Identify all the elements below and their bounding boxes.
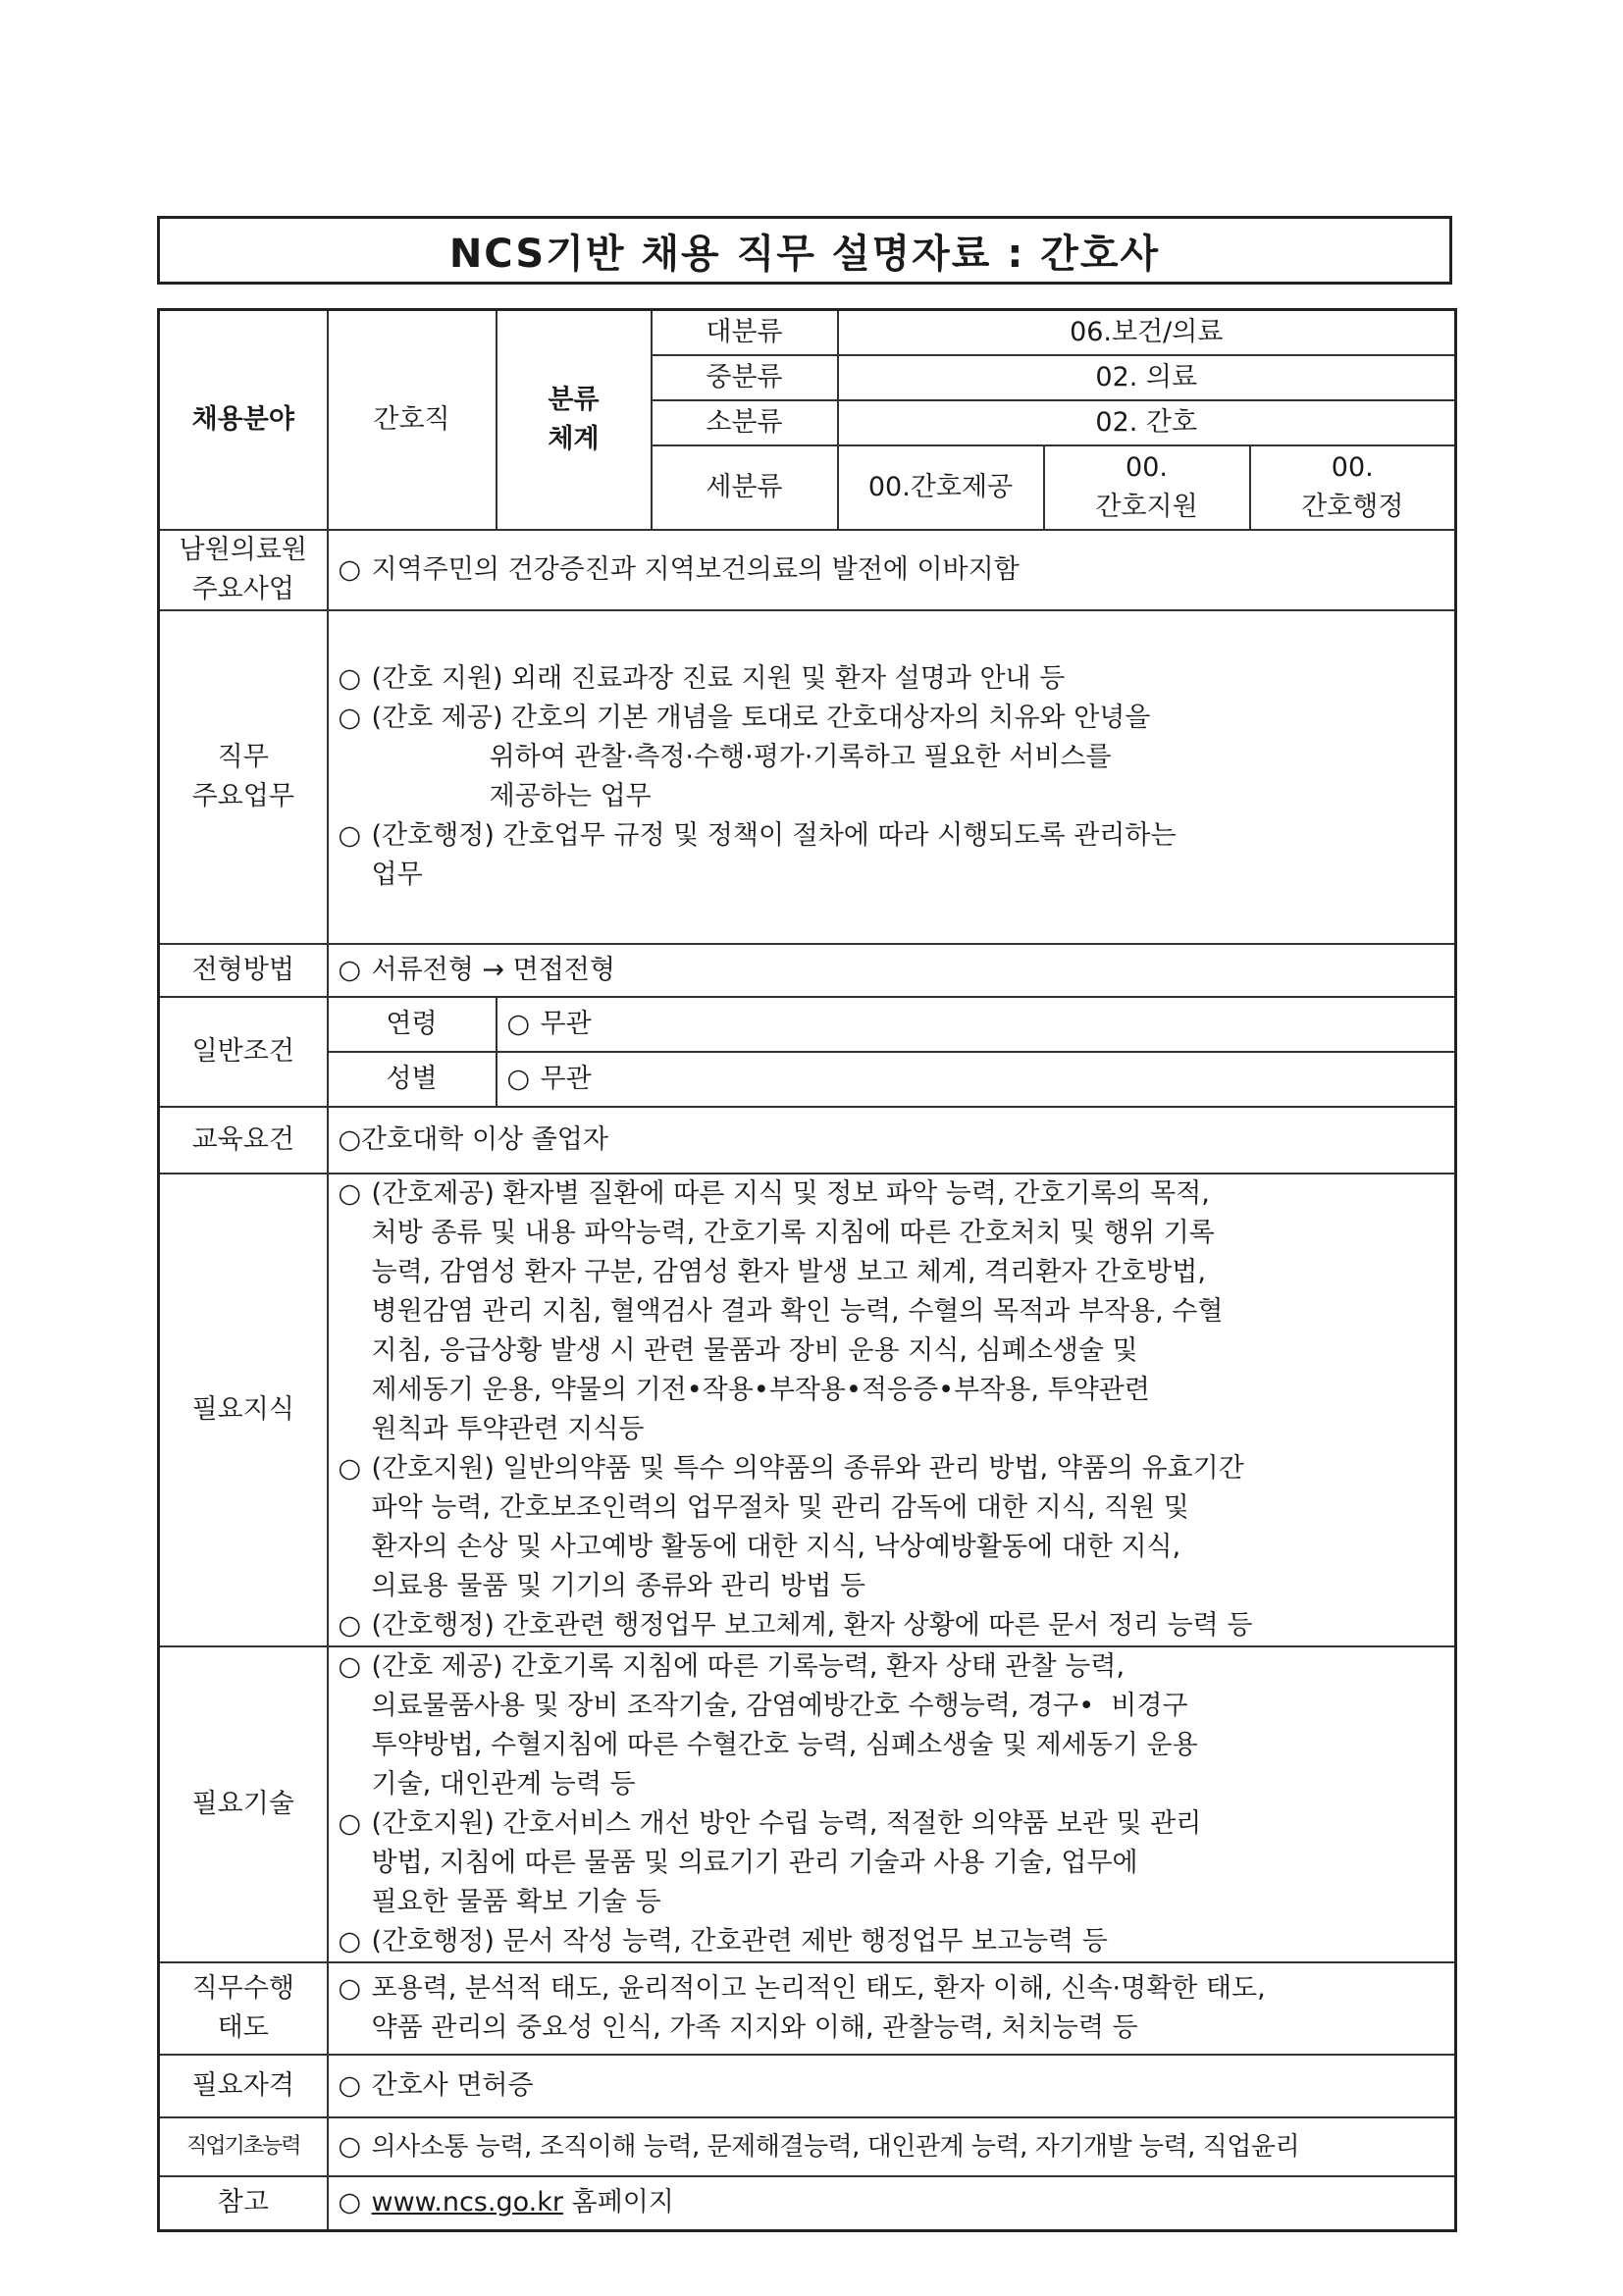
bullet-icon: ○ — [338, 1972, 362, 2004]
class-label: 소분류 — [652, 400, 838, 445]
selection-label: 전형방법 — [159, 944, 328, 997]
duty-text: (간호행정) 간호업무 규정 및 정책이 절차에 따라 시행되도록 관리하는 업무 — [371, 819, 1177, 890]
business-text: 지역주민의 건강증진과 지역보건의료의 발전에 이바지함 — [371, 553, 1020, 585]
subclass-value: 00.간호제공 — [838, 445, 1044, 530]
general-row-value: 무관 — [540, 1063, 592, 1094]
business-label: 남원의료원 주요사업 — [179, 534, 307, 604]
class-label: 대분류 — [652, 310, 838, 355]
duties-label: 직무 주요업무 — [191, 741, 294, 811]
skills-label: 필요기술 — [159, 1646, 328, 1962]
bullet-icon: ○ — [338, 819, 362, 851]
education-text: ○간호대학 이상 졸업자 — [328, 1107, 1456, 1174]
class-label: 세분류 — [652, 445, 838, 530]
general-row-label: 성별 — [328, 1052, 497, 1107]
skill-text: (간호 제공) 간호기록 지침에 따른 기록능력, 환자 상태 관찰 능력, 의료물품사용 및 장비 조작기술, 감염예방간호 수행능력, 경구• 비경구 투약방법, 수혈지침에 따른 수혈간호 능력, 심폐소생술 및 제세동기 운용 기술, 대인관계 능력 등 — [371, 1650, 1198, 1800]
education-label: 교육요건 — [159, 1107, 328, 1174]
knowledge-item — [339, 1174, 1445, 1449]
bullet-icon: ○ — [338, 2069, 362, 2101]
general-row-label: 연령 — [328, 997, 497, 1052]
general-row-item — [507, 1005, 1445, 1044]
subclass-value: 00. 간호지원 — [1095, 451, 1198, 522]
skill-text: (간호지원) 간호서비스 개선 방안 수립 능력, 적절한 의약품 보관 및 관리 방법, 지침에 따른 물품 및 의료기기 관리 기술과 사용 기술, 업무에 필요한 물품 확보 기술 등 — [371, 1807, 1202, 1917]
knowledge-text: (간호제공) 환자별 질환에 따른 지식 및 정보 파악 능력, 간호기록의 목적, 처방 종류 및 내용 파악능력, 간호기록 지침에 따른 간호처치 및 행위 기록 능력, 감염성 환자 구분, 감염성 환자 발생 보고 체계, 격리환자 간호방법, 병원감염 관리 지침, 혈액검사 결과 확인 능력, 수혈의 목적과 부작용, 수혈 지침, 응급상황 발생 시 관련 물품과 장비 운용 지식, 심폐소생술 및 제세동기 운용, 약물의 기전•작용•부작용•적응증•부작용, 투약관련 원칙과 투약관련 지식등 — [371, 1177, 1224, 1444]
class-value: 02. 의료 — [838, 355, 1456, 400]
bullet-icon: ○ — [338, 1177, 362, 1209]
field-label: 채용분야 — [159, 310, 328, 530]
business-item — [339, 550, 1445, 590]
bullet-icon: ○ — [338, 553, 362, 585]
knowledge-item — [339, 1449, 1445, 1606]
selection-text: 서류전형 → 면접전형 — [371, 954, 615, 985]
classification-header: 분류 체계 — [548, 384, 600, 454]
class-label: 중분류 — [652, 355, 838, 400]
bullet-icon: ○ — [338, 954, 362, 985]
bullet-icon: ○ — [338, 1807, 362, 1839]
knowledge-item — [339, 1606, 1445, 1645]
license-item — [339, 2066, 1445, 2106]
bullet-icon: ○ — [338, 2130, 362, 2162]
class-value: 02. 간호 — [838, 400, 1456, 445]
skill-text: (간호행정) 문서 작성 능력, 간호관련 제반 행정업무 보고능력 등 — [371, 1925, 1108, 1957]
selection-item — [339, 951, 1445, 990]
duty-text: (간호 제공) 간호의 기본 개념을 토대로 간호대상자의 치유와 안녕을 위하여 관찰·측정·수행·평가·기록하고 필요한 서비스를 제공하는 업무 — [371, 702, 1151, 811]
page-title: NCS기반 채용 직무 설명자료 : 간호사 — [157, 216, 1452, 285]
ncs-link[interactable]: www.ncs.go.kr — [371, 2187, 563, 2218]
job-description-table — [157, 308, 1457, 2232]
bullet-icon: ○ — [338, 1609, 362, 1641]
license-label: 필요자격 — [159, 2055, 328, 2117]
attitude-label: 직무수행 태도 — [191, 1972, 294, 2043]
skill-item — [339, 1647, 1445, 1804]
license-text: 간호사 면허증 — [371, 2069, 534, 2101]
general-row-item — [507, 1060, 1445, 1099]
knowledge-text: (간호지원) 일반의약품 및 특수 의약품의 종류와 관리 방법, 약품의 유효기간 파악 능력, 간호보조인력의 업무절차 및 관리 감독에 대한 지식, 직원 및 환자의 손상 및 사고예방 활동에 대한 지식, 낙상예방활동에 대한 지식, 의료용 물품 및 기기의 종류와 관리 방법 등 — [371, 1452, 1244, 1601]
skill-item — [339, 1804, 1445, 1922]
attitude-text: 포용력, 분석적 태도, 윤리적이고 논리적인 태도, 환자 이해, 신속·명확한 태도, 약품 관리의 중요성 인식, 가족 지지와 이해, 관찰능력, 처치능력 등 — [371, 1972, 1266, 2043]
duty-item — [339, 659, 1445, 699]
skill-item — [339, 1922, 1445, 1961]
duty-item — [339, 699, 1445, 816]
reference-label: 참고 — [159, 2176, 328, 2231]
general-row-value: 무관 — [540, 1008, 592, 1039]
attitude-item — [339, 1969, 1445, 2048]
basic-item — [339, 2127, 1445, 2166]
bullet-icon: ○ — [506, 1063, 531, 1094]
knowledge-text: (간호행정) 간호관련 행정업무 보고체계, 환자 상황에 따른 문서 정리 능력 등 — [371, 1609, 1253, 1641]
reference-item — [339, 2183, 1445, 2222]
bullet-icon: ○ — [338, 2187, 362, 2218]
duty-item — [339, 816, 1445, 895]
bullet-icon: ○ — [338, 662, 362, 694]
field-value: 간호직 — [328, 310, 497, 530]
subclass-value: 00. 간호행정 — [1301, 451, 1404, 522]
class-value: 06.보건/의료 — [838, 310, 1456, 355]
bullet-icon: ○ — [338, 1650, 362, 1682]
basic-text: 의사소통 능력, 조직이해 능력, 문제해결능력, 대인관계 능력, 자기개발 능력, 직업윤리 — [371, 2131, 1300, 2162]
general-label: 일반조건 — [159, 997, 328, 1107]
reference-text: 홈페이지 — [562, 2187, 674, 2218]
bullet-icon: ○ — [338, 1452, 362, 1484]
duty-text: (간호 지원) 외래 진료과장 진료 지원 및 환자 설명과 안내 등 — [371, 662, 1066, 694]
basic-label: 직업기초능력 — [159, 2117, 328, 2176]
bullet-icon: ○ — [338, 1925, 362, 1957]
knowledge-label: 필요지식 — [159, 1174, 328, 1646]
bullet-icon: ○ — [506, 1008, 531, 1039]
bullet-icon: ○ — [338, 702, 362, 733]
